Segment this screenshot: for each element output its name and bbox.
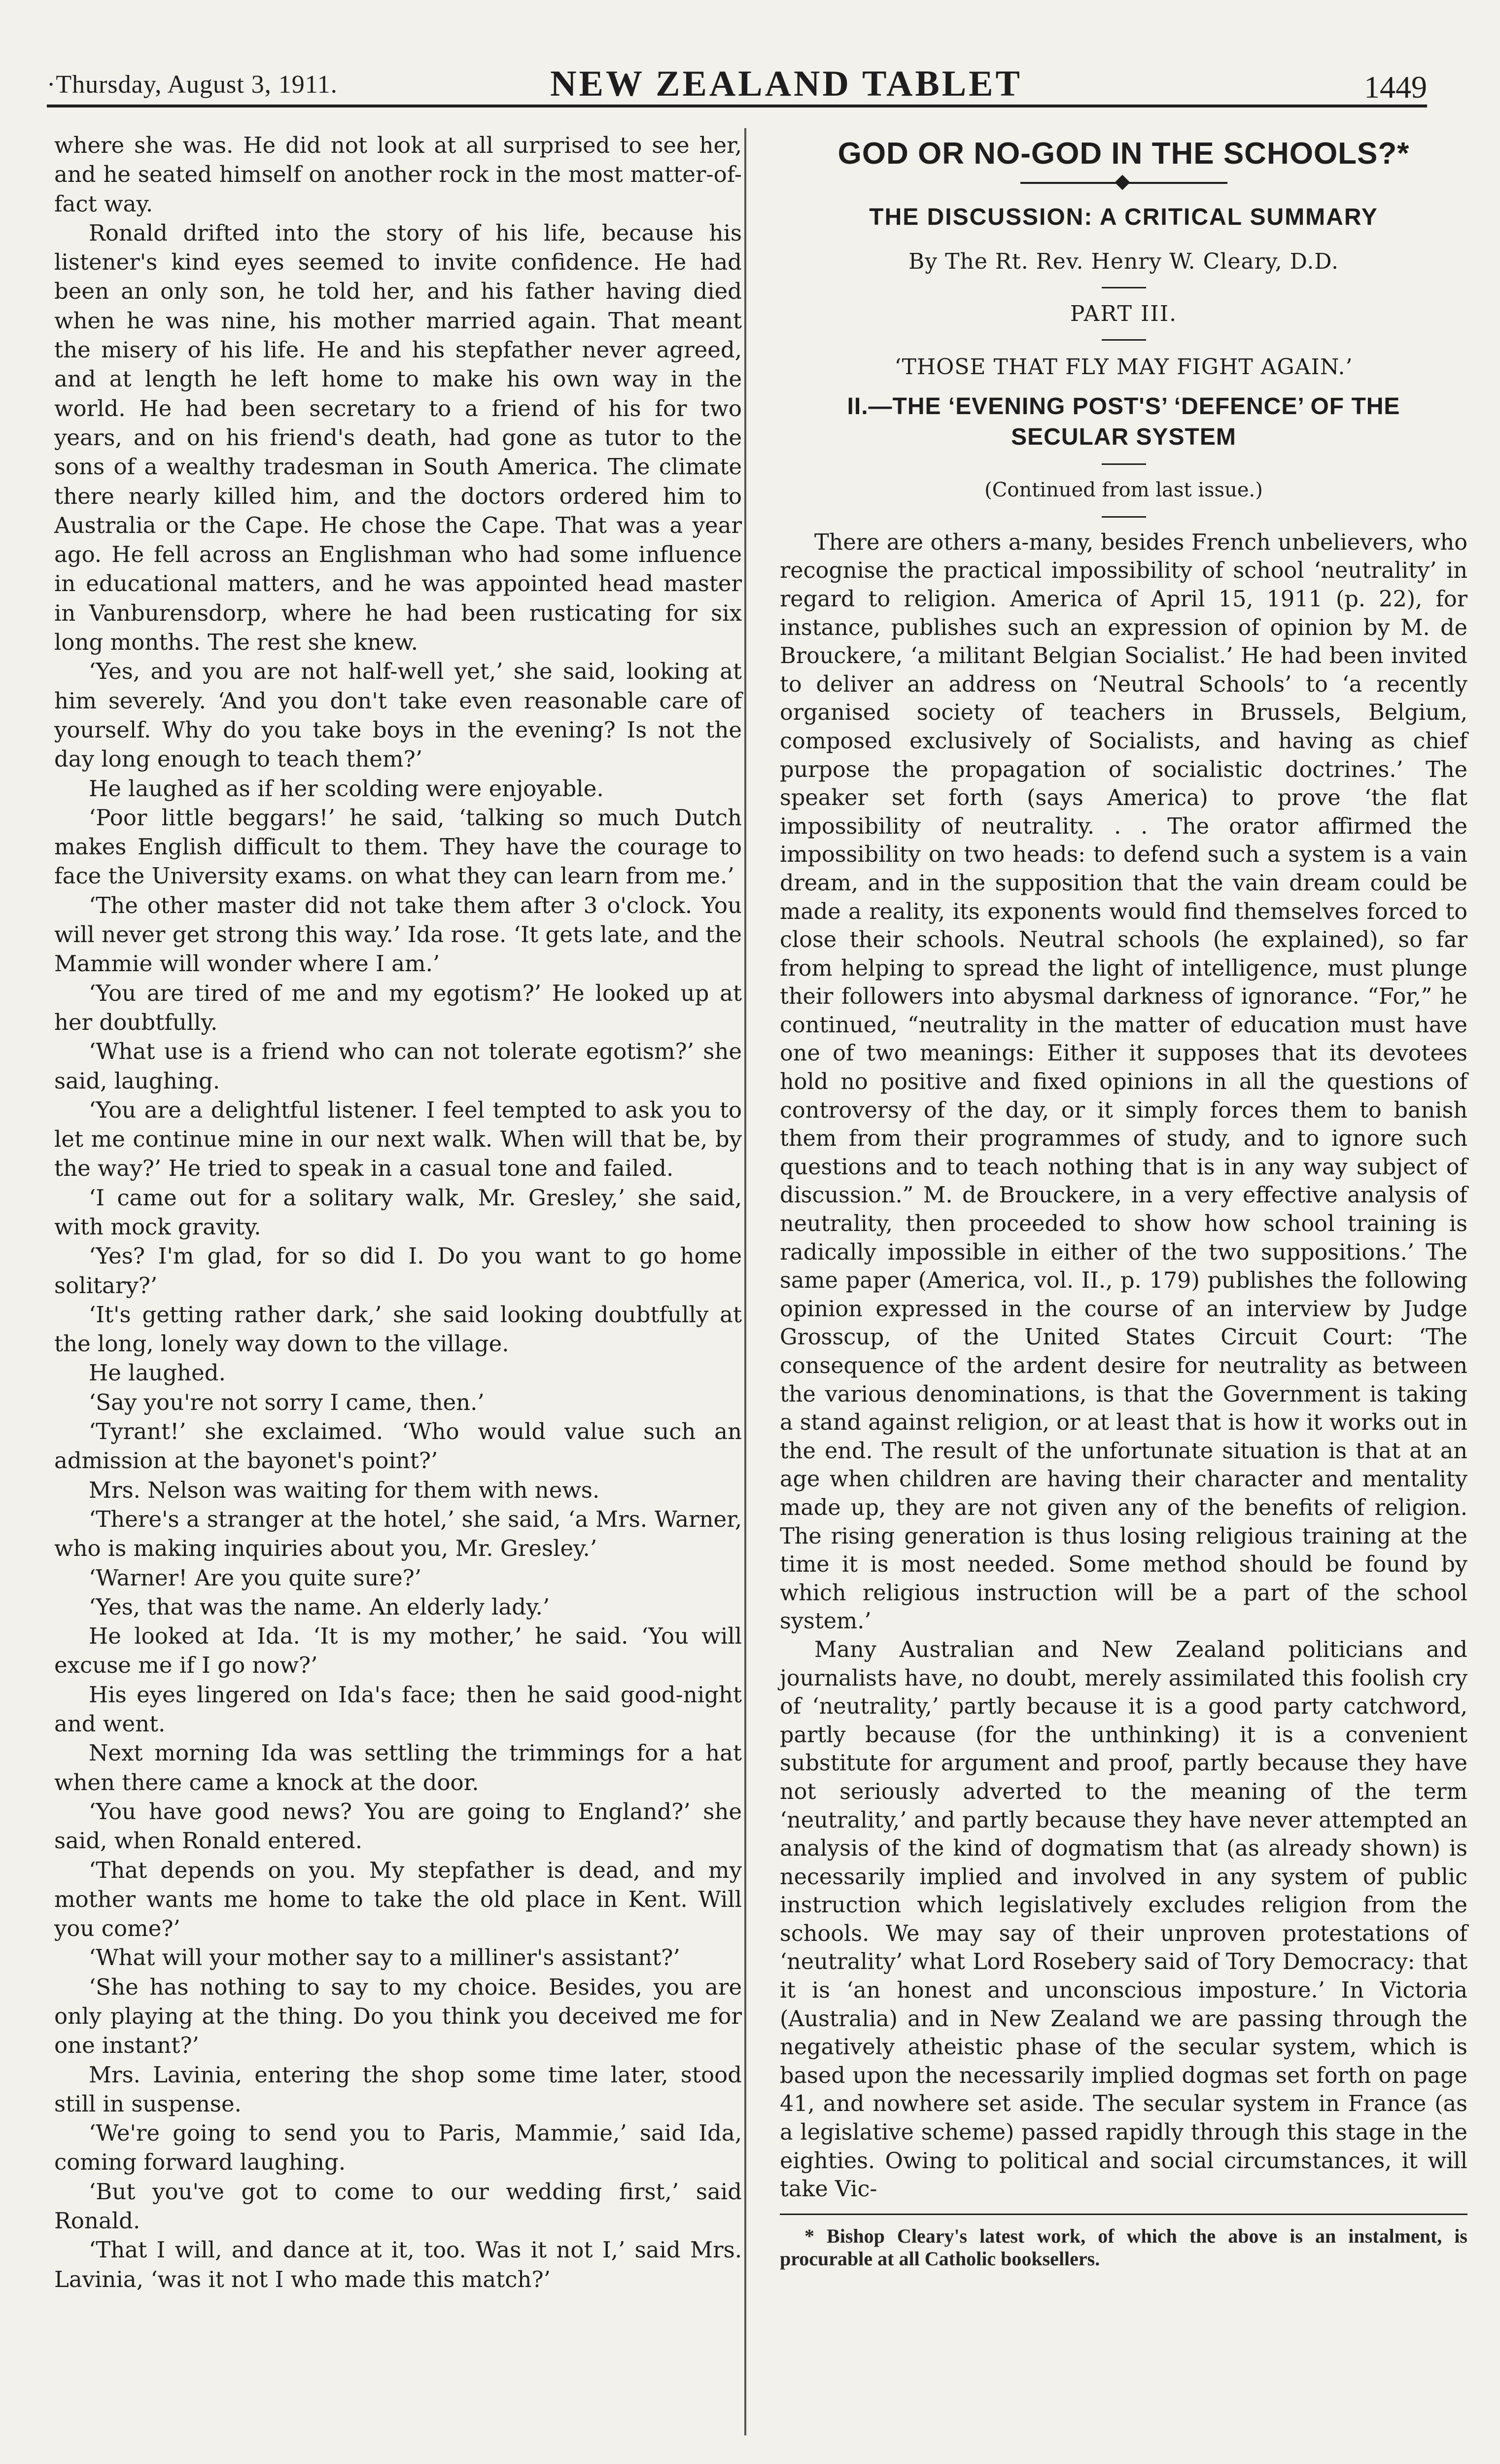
left-column: [54, 131, 742, 2294]
story-paragraph: ‘What use is a friend who can not tolerate egotism?’ she said, laughing.: [54, 1038, 742, 1094]
story-paragraph: ‘Poor little beggars!’ he said, ‘talking so much Dutch makes English difficult to them. They have the courage to face the University exams. on what they can learn from me.’: [54, 804, 742, 889]
story-paragraph: His eyes lingered on Ida's face; then he said good-night and went.: [54, 1681, 742, 1737]
story-paragraph: ‘You are tired of me and my egotism?’ He looked up at her doubtfully.: [54, 980, 742, 1035]
section-heading: II.—THE ‘EVENING POST'S’ ‘DEFENCE’ OF THE SECULAR SYSTEM: [847, 393, 1400, 451]
article-body: [780, 528, 1467, 2204]
short-rule: [1102, 516, 1146, 518]
story-paragraph: ‘You have good news? You are going to England?’ she said, when Ronald entered.: [54, 1798, 742, 1854]
story-paragraph: Mrs. Lavinia, entering the shop some time later, stood still in suspense.: [54, 2061, 742, 2117]
footnote: * Bishop Cleary's latest work, of which the above is an instalment, is procurable at all Catholic booksellers.: [780, 2224, 1467, 2270]
story-paragraph: ‘That I will, and dance at it, too. Was it not I,’ said Mrs. Lavinia, ‘was it not I who made this match?’: [54, 2237, 742, 2292]
story-paragraph: ‘Warner! Are you quite sure?’: [89, 1564, 422, 1591]
story-paragraph: ‘Tyrant!’ she exclaimed. ‘Who would value such an admission at the bayonet's point?’: [54, 1418, 742, 1474]
page-number: 1449: [1364, 70, 1427, 105]
story-paragraph: ‘I came out for a solitary walk, Mr. Gresley,’ she said, with mock gravity.: [54, 1184, 742, 1240]
story-paragraph: He laughed as if her scolding were enjoyable.: [89, 775, 604, 802]
article-paragraph: Many Australian and New Zealand politicians and journalists have, no doubt, merely assimilated this foolish cry of ‘neutrality,’ partly because it is a good party catchword, partly because (for the unthinking) it is a convenient substitute for argument and proof, partly because they have not seriously adverted to the meaning of the term ‘neutrality,’ and partly because they have never attempted an analysis of the kind of dogmatism that (as already shown) is necessarily implied and involved in any system of public instruction which legislatively excludes religion from the schools. We may say of their unproven protestations of ‘neutrality’ what Lord Rosebery said of Tory Democracy: that it is ‘an honest and unconscious imposture.’ In Victoria (Australia) and in New Zealand we are passing through the negatively atheistic phase of the secular system, which is based upon the necessarily implied dogmas set forth on page 41, and nowhere set aside. The secular system in France (as a legislative scheme) passed rapidly through this stage in the eighties. Owing to political and social circumstances, it will take Vic-: [780, 1637, 1467, 2202]
story-paragraph: ‘She has nothing to say to my choice. Besides, you are only playing at the thing. Do you think you deceived me for one instant?’: [54, 1973, 742, 2059]
story-paragraph: ‘It's getting rather dark,’ she said looking doubtfully at the long, lonely way down to the village.: [54, 1301, 742, 1357]
byline: By The Rt. Rev. Henry W. Cleary, D.D.: [908, 248, 1339, 274]
story-paragraph: ‘That depends on you. My stepfather is dead, and my mother wants me home to take the old place in Kent. Will you come?’: [54, 1857, 742, 1942]
story-paragraph: Ronald drifted into the story of his life, because his listener's kind eyes seemed to invite confidence. He had been an only son, he told her, and his father having died when he was nine, his mother married again. That meant the misery of his life. He and his stepfather never agreed, and at length he left home to make his own way in the world. He had been secretary to a friend of his for two years, and on his friend's death, had gone as tutor to the sons of a wealthy tradesman in South America. The climate there nearly killed him, and the doctors ordered him to Australia or the Cape. He chose the Cape. That was a year ago. He fell across an Englishman who had some influence in educational matters, and he was appointed head master in Vanburensdorp, where he had been rusticating for six long months. The rest she knew.: [54, 219, 742, 656]
article-title: GOD OR NO-GOD IN THE SCHOOLS?*: [837, 137, 1410, 171]
story-paragraph: He laughed.: [89, 1360, 226, 1386]
footnote-rule: [780, 2214, 1467, 2215]
story-paragraph: ‘The other master did not take them after 3 o'clock. You will never get strong this way.’ Ida rose. ‘It gets late, and the Mammie will wonder where I am.’: [54, 892, 742, 977]
story-paragraph: where she was. He did not look at all surprised to see her, and he seated himself on another rock in the most matter-of-fact way.: [54, 132, 742, 217]
story-paragraph: ‘Yes, and you are not half-well yet,’ she said, looking at him severely. ‘And you don't take even reasonable care of yourself. Why do you take boys in the evening? Is not the day long enough to teach them?’: [54, 658, 742, 773]
part-number: PART III.: [1070, 301, 1178, 326]
story-paragraph: ‘There's a stranger at the hotel,’ she said, ‘a Mrs. Warner, who is making inquiries about you, Mr. Gresley.’: [54, 1506, 742, 1562]
story-paragraph: ‘Say you're not sorry I came, then.’: [89, 1389, 485, 1415]
motto: ‘THOSE THAT FLY MAY FIGHT AGAIN.’: [894, 354, 1353, 380]
story-paragraph: ‘We're going to send you to Paris, Mammie,’ said Ida, coming forward laughing.: [54, 2120, 742, 2176]
header-rule: [47, 105, 1427, 107]
story-paragraph: ‘Yes? I'm glad, for so did I. Do you want to go home solitary?’: [54, 1243, 742, 1299]
issue-date: ·Thursday, August 3, 1911.: [47, 70, 338, 99]
masthead: NEW ZEALAND TABLET: [550, 64, 1022, 104]
right-column: [780, 129, 1467, 2270]
story-paragraph: Mrs. Nelson was waiting for them with news.: [89, 1477, 600, 1503]
story-paragraph: ‘Yes, that was the name. An elderly lady.’: [89, 1593, 550, 1620]
story-paragraph: Next morning Ida was settling the trimmings for a hat when there came a knock at the door.: [54, 1740, 742, 1795]
short-rule: [1102, 339, 1146, 341]
story-paragraph: He looked at Ida. ‘It is my mother,’ he said. ‘You will excuse me if I go now?’: [54, 1623, 742, 1679]
story-paragraph: ‘You are a delightful listener. I feel tempted to ask you to let me continue mine in our next walk. When will that be, by the way?’ He tried to speak in a casual tone and failed.: [54, 1096, 742, 1182]
short-rule: [1102, 287, 1146, 288]
column-divider: [744, 128, 746, 2435]
article-paragraph: There are others a-many, besides French unbelievers, who recognise the practical impossibility of school ‘neutrality’ in regard to religion. America of April 15, 1911 (p. 22), for instance, publishes such an expression of opinion by M. de Brouckere, ‘a militant Belgian Socialist.’ He had been invited to deliver an address on ‘Neutral Schools’ to ‘a recently organised society of teachers in Brussels, Belgium, composed exclusively of Socialists, and having as chief purpose the propagation of socialistic doctrines.’ The speaker set forth (says America) to prove ‘the flat impossibility of neutrality. . . The orator affirmed the impossibility on two heads: to defend such a system is a vain dream, and in the supposition that the vain dream could be made a reality, its exponents would find themselves forced to close their schools. Neutral schools (he explained), so far from helping to spread the light of intelligence, must plunge their followers into abysmal darkness of ignorance. “For,” he continued, “neutrality in the matter of education must have one of two meanings: Either it supposes that its devotees hold no positive and fixed opinions in all the questions of controversy of the day, or it simply forces them to banish them from their programmes of study, and to ignore such questions and to teach nothing that is in any way subject of discussion.” M. de Brouckere, in a very effective analysis of neutrality, then proceeded to show how school training is radically impossible in either of the two suppositions.’ The same paper (America, vol. II., p. 179) publishes the following opinion expressed in the course of an interview by Judge Grosscup, of the United States Circuit Court: ‘The consequence of the ardent desire for neutrality as between the various denominations, is that the Government is taking a stand against religion, or at least that is how it works out in the end. The result of the unfortunate situation is that at an age when children are having their character and mentality made up, they are not given any of the benefits of religion. The rising generation is thus losing religious training at the time it is most needed. Some method should be found by which religious instruction will be a part of the school system.’: [780, 529, 1467, 1634]
story-paragraph: ‘What will your mother say to a milliner's assistant?’: [89, 1944, 680, 1971]
story-paragraph: ‘But you've got to come to our wedding first,’ said Ronald.: [54, 2178, 742, 2234]
continued-note: (Continued from last issue.): [984, 479, 1263, 502]
diamond-ornament-icon: [1115, 175, 1130, 190]
short-rule: [1102, 463, 1146, 465]
ornament-rule: [1020, 173, 1227, 193]
article-subtitle: THE DISCUSSION: A CRITICAL SUMMARY: [869, 204, 1378, 231]
